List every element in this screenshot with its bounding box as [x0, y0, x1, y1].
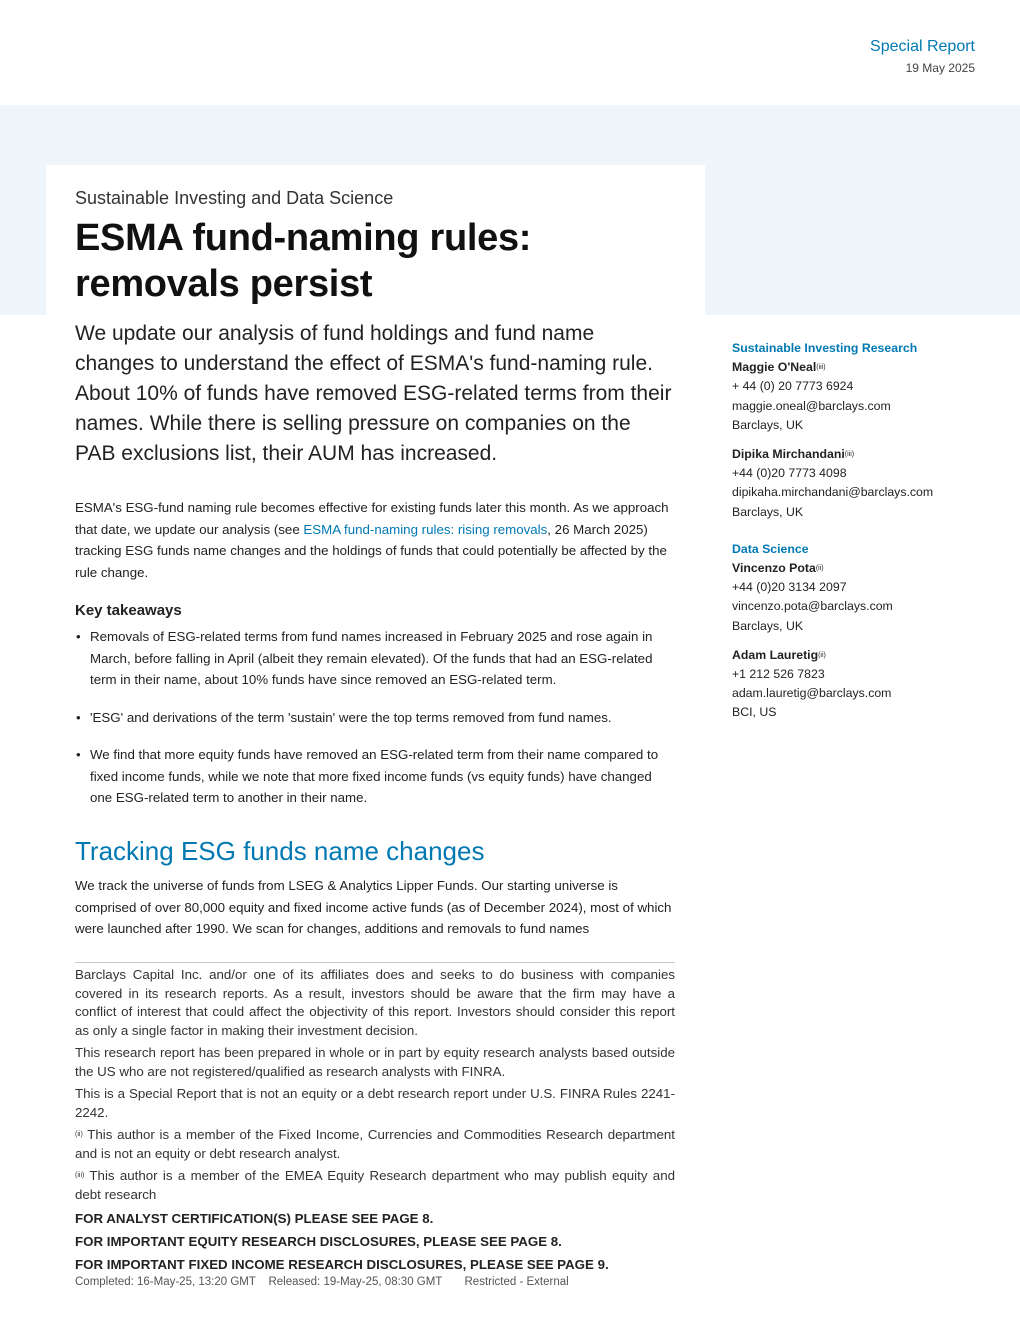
takeaway-text: Removals of ESG-related terms from fund names increased in February 2025 and rose again in March, before falling in April (albeit they remain elevated). Of the funds that had an ESG-related term in their name, about 10% funds have since removed an ESG-related term.	[90, 629, 653, 687]
footnote-mark: (iii)	[844, 451, 855, 459]
list-item	[75, 707, 675, 729]
fixed-income-disclosures-notice: FOR IMPORTANT FIXED INCOME RESEARCH DISCLOSURES, PLEASE SEE PAGE 9.	[75, 1257, 609, 1272]
footer-meta	[75, 1276, 675, 1288]
author-phone: +1 212 526 7823	[732, 667, 825, 682]
intro-text-before: ESMA's ESG-fund naming rule becomes effective for existing funds later this month. As we approach that date, we update our analysis (see	[75, 500, 669, 537]
author-entity: Barclays, UK	[732, 618, 804, 633]
intro-paragraph	[75, 497, 675, 583]
footnote-mark: (ii)	[818, 651, 826, 659]
footnote-mark: (ii)	[75, 1131, 83, 1138]
author-card	[732, 445, 982, 522]
takeaway-text: We find that more equity funds have removed an ESG-related term from their name compared to fixed income funds, while we note that more fixed income funds (vs equity funds) have changed one ESG-related term to another in their name.	[90, 747, 659, 805]
author-card	[732, 559, 982, 636]
author-entity: BCI, US	[732, 705, 777, 720]
disclaimer-paragraph: This research report has been prepared in whole or in part by equity research analysts based outside the US who are not registered/qualified as research analysts with FINRA.	[75, 1045, 675, 1079]
report-summary: We update our analysis of fund holdings and fund name changes to understand the effect of ESMA's fund-naming rule. About 10% of funds have removed ESG-related terms from their names. While there is selling pressure on companies on the PAB exclusions list, their AUM has increased.	[75, 322, 672, 465]
author-note-text: This author is a member of the Fixed Income, Currencies and Commodities Research department and is not an equity or debt research analyst.	[75, 1127, 675, 1161]
author-sidebar	[732, 339, 982, 733]
author-email[interactable]: adam.lauretig@barclays.com	[732, 686, 892, 701]
author-name-text: Maggie O'Neal	[732, 360, 817, 375]
footnote-mark: (iii)	[75, 1172, 85, 1179]
takeaway-text: 'ESG' and derivations of the term 'sustain' were the top terms removed from fund names.	[90, 709, 612, 725]
footnote-mark: (ii)	[815, 565, 824, 573]
footnote-mark: (iii)	[816, 364, 826, 372]
disclaimer-paragraph: Barclays Capital Inc. and/or one of its affiliates does and seeks to do business with companies covered in its research reports. As a result, investors should be aware that the firm may have a conflict of interest that could affect the objectivity of this report. Investors should consider this report as only a single factor in making their investment decision.	[75, 967, 675, 1038]
released-timestamp: Released: 19-May-25, 08:30 GMT	[268, 1276, 443, 1288]
equity-disclosures-notice: FOR IMPORTANT EQUITY RESEARCH DISCLOSURES, PLEASE SEE PAGE 8.	[75, 1234, 562, 1249]
disclaimer-block	[75, 962, 675, 1273]
author-entity: Barclays, UK	[732, 417, 804, 432]
author-phone: + 44 (0) 20 7773 6924	[732, 379, 854, 394]
author-email[interactable]: maggie.oneal@barclays.com	[732, 398, 891, 413]
classification-label: Restricted - External	[464, 1276, 569, 1288]
bullet-icon: •	[76, 709, 81, 725]
intro-text-after: , 26 March 2025) tracking ESG funds name changes and the holdings of funds that could potentially be affected by the rule change.	[75, 521, 667, 580]
author-name-text: Dipika Mirchandani	[732, 447, 845, 462]
author-note-ii	[75, 1126, 675, 1163]
section-heading: Tracking ESG funds name changes	[75, 836, 485, 866]
author-name	[732, 358, 982, 377]
report-kicker: Sustainable Investing and Data Science	[75, 188, 394, 208]
report-title: ESMA fund-naming rules: removals persist	[75, 217, 532, 305]
key-takeaways-heading: Key takeaways	[75, 602, 182, 619]
key-takeaways-list	[75, 626, 675, 825]
report-date: 19 May 2025	[905, 61, 975, 75]
author-name	[732, 445, 982, 464]
section-paragraph: We track the universe of funds from LSEG & Analytics Lipper Funds. Our starting universe is comprised of over 80,000 equity and fixed income active funds (as of December 2024), most of which were launched after 1990. We scan for changes, additions and removals to fund names	[75, 878, 672, 936]
disclaimer-paragraph: This is a Special Report that is not an equity or a debt research report under U.S. FINRA Rules 2241-2242.	[75, 1086, 675, 1120]
author-note-iii	[75, 1167, 675, 1204]
related-report-link[interactable]: ESMA fund-naming rules: rising removals	[303, 521, 548, 537]
completed-timestamp: Completed: 16-May-25, 13:20 GMT	[75, 1276, 256, 1288]
author-name	[732, 559, 982, 578]
author-card	[732, 358, 982, 435]
author-card	[732, 646, 982, 723]
author-note-text: This author is a member of the EMEA Equity Research department who may publish equity and debt research	[75, 1168, 675, 1202]
author-email[interactable]: dipikaha.mirchandani@barclays.com	[732, 485, 934, 500]
author-phone: +44 (0)20 7773 4098	[732, 466, 847, 481]
author-name	[732, 646, 982, 665]
author-name-text: Vincenzo Pota	[732, 561, 816, 576]
author-name-text: Adam Lauretig	[732, 647, 819, 662]
report-type-label: Special Report	[870, 38, 975, 55]
author-email[interactable]: vincenzo.pota@barclays.com	[732, 599, 893, 614]
author-phone: +44 (0)20 3134 2097	[732, 580, 847, 595]
list-item	[75, 626, 675, 691]
analyst-certification-notice: FOR ANALYST CERTIFICATION(S) PLEASE SEE PAGE 8.	[75, 1211, 434, 1226]
list-item	[75, 744, 675, 809]
bullet-icon: •	[76, 629, 81, 644]
bullet-icon: •	[76, 747, 81, 762]
author-group-title: Data Science	[732, 541, 809, 556]
author-group-title: Sustainable Investing Research	[732, 341, 918, 355]
author-entity: Barclays, UK	[732, 504, 804, 519]
